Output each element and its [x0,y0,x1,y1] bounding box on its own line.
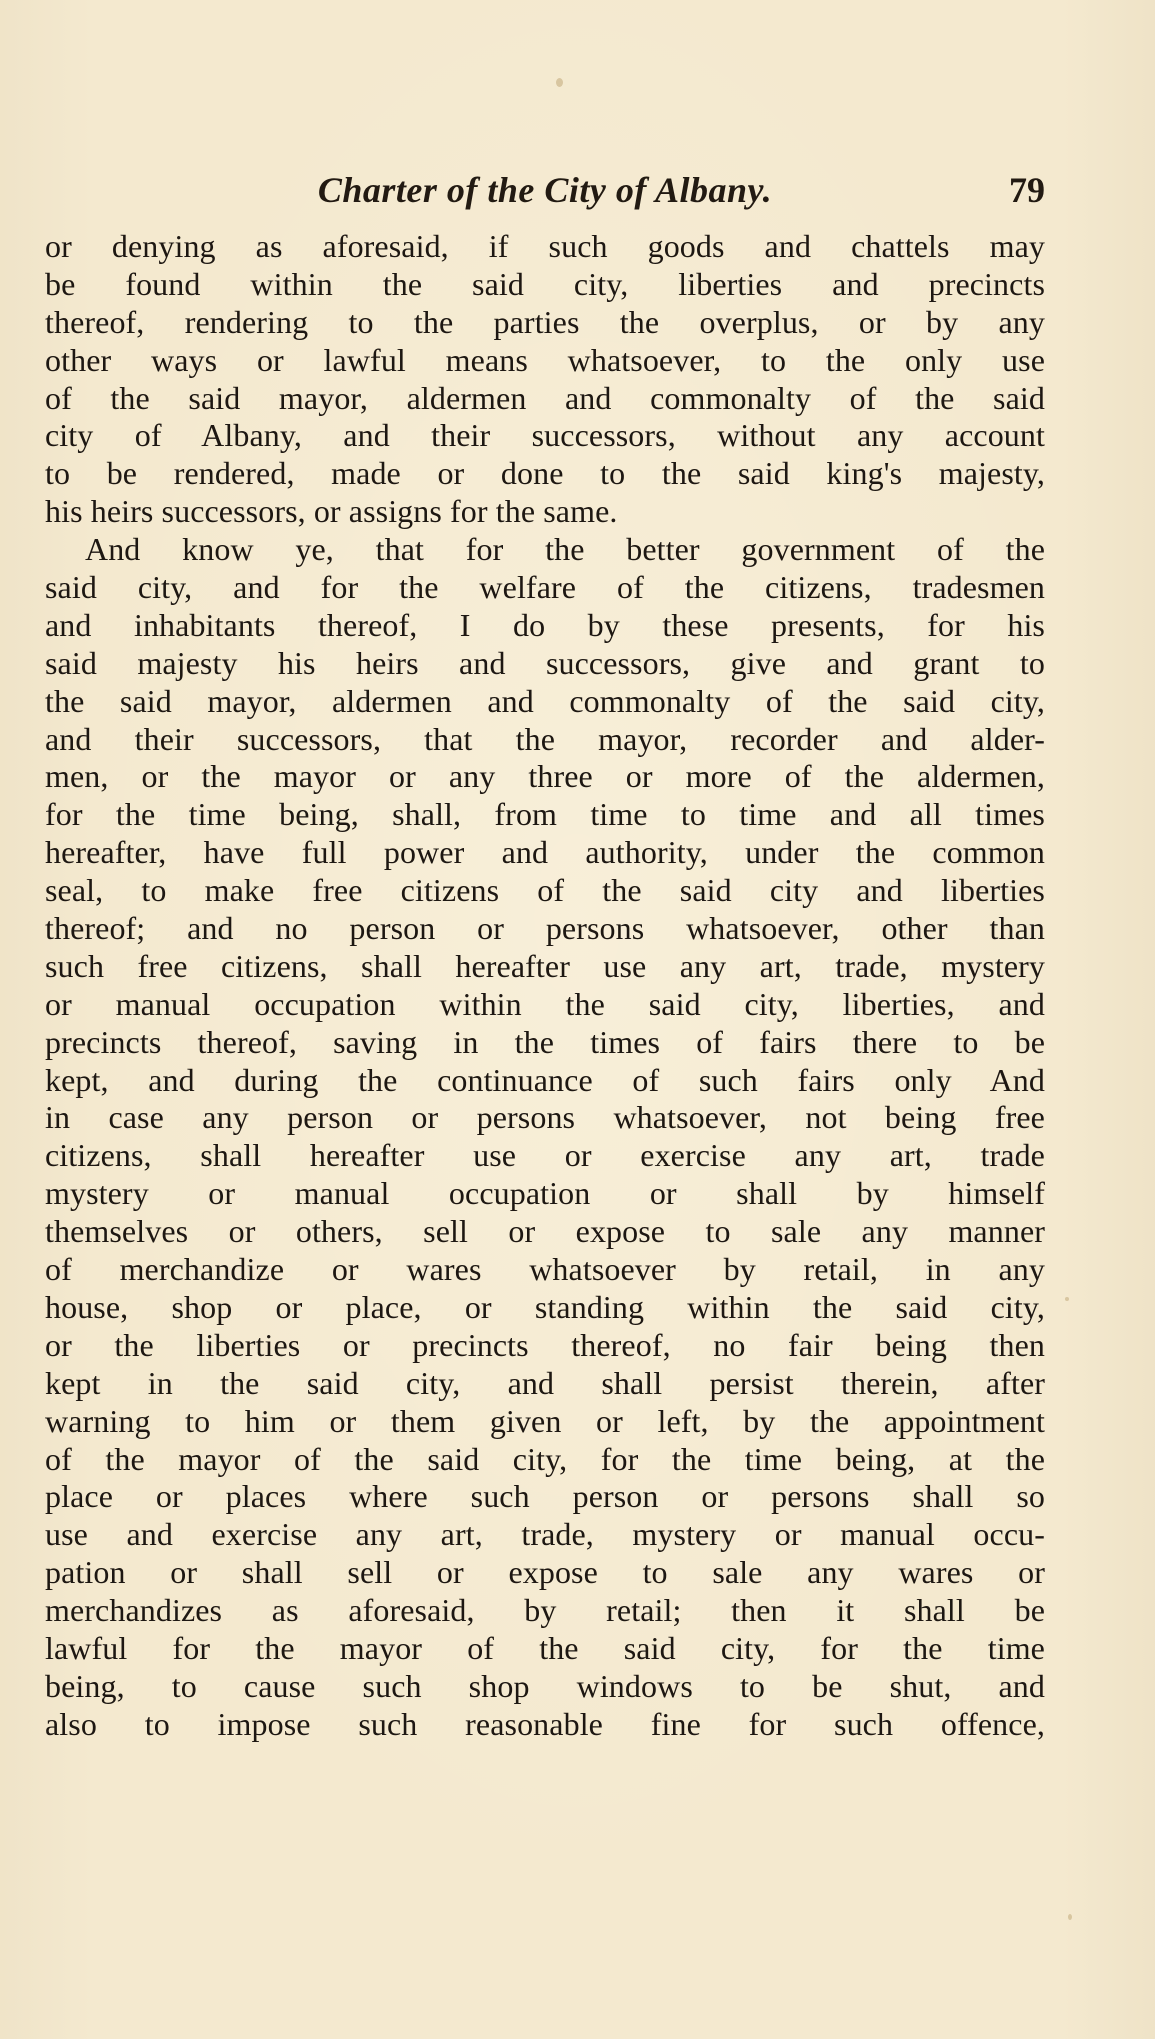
text-line: his heirs successors, or assigns for the same. [45,493,618,530]
running-head-title: Charter of the City of Albany. [317,170,773,210]
text-line: be found within the said city, liberties and precincts [45,265,1045,302]
text-line: said city, and for the welfare of the citizens, tradesmen [45,569,1045,606]
text-line: said majesty his heirs and successors, give and grant to [45,644,1045,681]
text-line: being, to cause such shop windows to be shut, and [45,1667,1045,1704]
text-line: kept in the said city, and shall persist therein, after [45,1364,1045,1401]
text-line: or denying as aforesaid, if such goods and chattels may [45,228,1045,264]
running-head [45,166,1045,214]
text-line: place or places where such person or persons shall so [45,1478,1045,1515]
text-line: the said mayor, aldermen and commonalty of the said city, [45,682,1045,719]
body-text [45,228,1045,1744]
paragraph-first-line: And know ye, that for the better government of the [85,531,1045,568]
text-line: of the mayor of the said city, for the time being, at the [45,1440,1045,1477]
paper-speck [1065,1297,1069,1301]
text-line: citizens, shall hereafter use or exercise any art, trade [45,1137,1045,1174]
text-line: or manual occupation within the said city, liberties, and [45,985,1045,1022]
text-line: of the said mayor, aldermen and commonalty of the said [45,379,1045,416]
text-line: themselves or others, sell or expose to sale any manner [45,1213,1045,1250]
text-line: precincts thereof, saving in the times of fairs there to be [45,1023,1045,1060]
text-line: seal, to make free citizens of the said city and liberties [45,872,1045,909]
text-line: and their successors, that the mayor, recorder and alder- [45,720,1045,757]
paper-speck [1068,1914,1072,1920]
text-line: such free citizens, shall hereafter use any art, trade, mystery [45,947,1045,984]
text-line: lawful for the mayor of the said city, for the time [45,1629,1045,1666]
text-line: other ways or lawful means whatsoever, to the only use [45,341,1045,378]
text-line: also to impose such reasonable fine for such offence, [45,1705,1045,1742]
text-line: city of Albany, and their successors, without any account [45,417,1045,454]
text-line: and inhabitants thereof, I do by these presents, for his [45,606,1045,643]
text-line: men, or the mayor or any three or more of the aldermen, [45,758,1045,795]
text-line: merchandizes as aforesaid, by retail; then it shall be [45,1592,1045,1629]
text-line: kept, and during the continuance of such fairs only And [45,1061,1045,1098]
text-line: to be rendered, made or done to the said king's majesty, [45,455,1045,492]
text-line: use and exercise any art, trade, mystery or manual occu- [45,1516,1045,1553]
text-line: hereafter, have full power and authority, under the common [45,834,1045,871]
text-line: or the liberties or precincts thereof, no fair being then [45,1326,1045,1363]
text-line: for the time being, shall, from time to time and all times [45,796,1045,833]
text-line: pation or shall sell or expose to sale any wares or [45,1554,1045,1591]
text-line: in case any person or persons whatsoever, not being free [45,1099,1045,1136]
text-line: of merchandize or wares whatsoever by retail, in any [45,1251,1045,1288]
text-line: thereof, rendering to the parties the overplus, or by any [45,303,1045,340]
paper-speck [556,78,563,87]
page-number: 79 [1009,170,1045,210]
text-line: house, shop or place, or standing within the said city, [45,1288,1045,1325]
text-line: warning to him or them given or left, by the appointment [45,1402,1045,1439]
text-line: mystery or manual occupation or shall by himself [45,1175,1045,1212]
text-line: thereof; and no person or persons whatsoever, other than [45,910,1045,947]
